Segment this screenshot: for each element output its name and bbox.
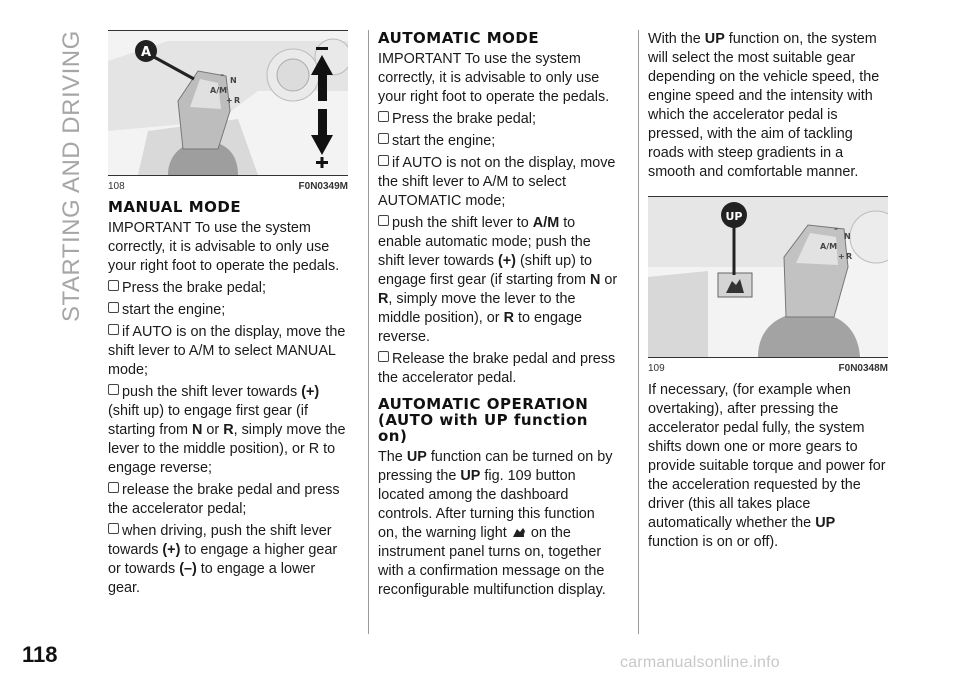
figure-109 (648, 196, 888, 357)
svg-text:R: R (846, 252, 853, 261)
svg-text:N: N (230, 76, 237, 85)
list-item: start the engine; (378, 132, 618, 151)
arrow-down-icon (318, 109, 327, 137)
svg-text:–: – (834, 224, 838, 233)
paragraph-kickdown: If necessary, (for example when overtaking), after pressing the accelerator pedal fully, the system shifts down one or more gears to provide suitable torque and power for the acceleration requested by the driver (this all takes place automatically whether the UP function is on or off). (648, 382, 886, 550)
heading-manual-mode: MANUAL MODE (108, 198, 242, 216)
svg-text:+: + (838, 252, 845, 261)
heading-automatic-operation: AUTOMATIC OPERATION (AUTO with UP function on) (378, 395, 589, 445)
list-item: Release the brake pedal and press the accelerator pedal. (378, 351, 616, 386)
paragraph-up-function: The UP function can be turned on by pressing the UP fig. 109 button located among the dashboard controls. After turning this function on, the warning light on the instrument panel turns on, together with a confirmation message on the reconfigurable multifunction display. (378, 449, 613, 598)
figure-108-caption: 108 F0N0349M (108, 175, 348, 191)
checkbox-icon (108, 302, 119, 313)
watermark: carmanualsonline.info (620, 654, 780, 671)
list-item: push the shift lever to A/M to enable automatic mode; push the shift lever towards (+) (shift up) to engage first gear (if starting from N or R, simply move the lever to the middle position), or R to engage reverse. (378, 215, 618, 345)
checkbox-icon (378, 133, 389, 144)
list-item: Press the brake pedal; (108, 279, 348, 298)
svg-text:UP: UP (725, 210, 743, 223)
checkbox-icon (378, 351, 389, 362)
column-divider-2 (638, 30, 639, 634)
list-item: push the shift lever towards (+) (shift up) to engage first gear (if starting from N or R, simply move the lever to the middle position), or R to engage reverse; (108, 384, 346, 476)
arrow-up-icon (318, 73, 327, 101)
list-item: Press the brake pedal; (378, 110, 618, 129)
heading-automatic-mode: AUTOMATIC MODE (378, 29, 540, 47)
svg-text:–: – (220, 70, 224, 79)
list-item: if AUTO is not on the display, move the shift lever to A/M to select AUTOMATIC mode; (378, 155, 616, 209)
svg-text:A/M: A/M (820, 242, 838, 251)
list-item: if AUTO is on the display, move the shift lever to A/M to select MANUAL mode; (108, 324, 346, 378)
column-manual-mode (108, 30, 348, 601)
column-divider-1 (368, 30, 369, 634)
list-item: when driving, push the shift lever towards (+) to engage a higher gear or towards (–) to engage a lower gear. (108, 523, 338, 596)
list-item: start the engine; (108, 301, 348, 320)
page-number: 118 (22, 642, 58, 667)
svg-text:A: A (140, 45, 152, 60)
paragraph-intro: IMPORTANT To use the system correctly, it is advisable to only use your right foot to operate the pedals. (378, 51, 610, 105)
checkbox-icon (378, 111, 389, 122)
svg-text:A/M: A/M (210, 86, 228, 95)
column-automatic-mode (378, 30, 618, 603)
paragraph-up-on: With the UP function on, the system will select the most suitable gear depending on the vehicle speed, the engine speed and the intensity with which the accelerator pedal is pressed, with the aim of tackling roads with steep gradients in a smooth and comfortable manner. (648, 31, 880, 180)
checkbox-icon (378, 155, 389, 166)
checkbox-icon (108, 523, 119, 534)
figure-108 (108, 30, 348, 175)
svg-text:N: N (844, 232, 851, 241)
checkbox-icon (108, 384, 119, 395)
paragraph-intro: IMPORTANT To use the system correctly, it is advisable to only use your right foot to operate the pedals. (108, 220, 340, 274)
side-section-title: STARTING AND DRIVING (58, 30, 85, 322)
checkbox-icon (378, 215, 389, 226)
checkbox-icon (108, 280, 119, 291)
up-button-illustration (648, 197, 888, 357)
svg-text:+: + (226, 96, 233, 105)
up-warning-light-icon (511, 526, 527, 538)
checkbox-icon (108, 324, 119, 335)
svg-text:R: R (234, 96, 241, 105)
list-item: release the brake pedal and press the accelerator pedal; (108, 482, 340, 517)
column-up-function (648, 30, 888, 555)
checkbox-icon (108, 482, 119, 493)
gear-lever-manual-illustration (108, 31, 348, 175)
figure-109-caption: 109 F0N0348M (648, 357, 888, 373)
